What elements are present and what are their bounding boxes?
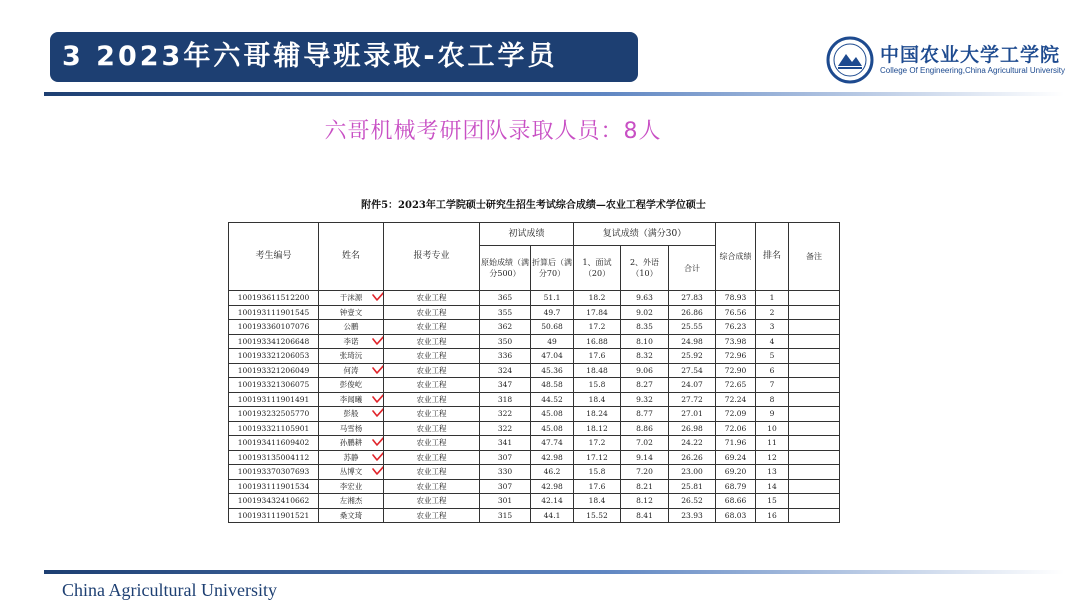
cell-sum: 24.07 xyxy=(669,378,716,393)
cell-total: 69.24 xyxy=(716,450,756,465)
cell-major: 农业工程 xyxy=(384,334,480,349)
cell-name xyxy=(319,334,384,349)
cell-rank: 15 xyxy=(756,494,789,509)
cell-major: 农业工程 xyxy=(384,436,480,451)
cell-interview: 17.84 xyxy=(574,305,621,320)
cell-note xyxy=(789,334,840,349)
cell-note xyxy=(789,407,840,422)
table-row xyxy=(229,349,840,364)
cell-note xyxy=(789,291,840,306)
student-name: 李诺 xyxy=(343,336,359,346)
cell-name xyxy=(319,450,384,465)
cell-foreign: 8.77 xyxy=(621,407,669,422)
cell-foreign: 9.63 xyxy=(621,291,669,306)
cell-foreign: 8.27 xyxy=(621,378,669,393)
header-initial: 初试成绩 xyxy=(480,223,574,246)
cell-foreign: 9.14 xyxy=(621,450,669,465)
header-raw: 原始成绩（满分500） xyxy=(480,246,531,291)
cell-total: 72.24 xyxy=(716,392,756,407)
cell-interview: 18.2 xyxy=(574,291,621,306)
table-row xyxy=(229,320,840,335)
cell-major: 农业工程 xyxy=(384,465,480,480)
cell-sum: 23.93 xyxy=(669,508,716,523)
cell-sum: 27.83 xyxy=(669,291,716,306)
cell-major: 农业工程 xyxy=(384,320,480,335)
cell-note xyxy=(789,508,840,523)
cell-total: 72.09 xyxy=(716,407,756,422)
footer-divider xyxy=(44,570,1064,574)
cell-foreign: 8.12 xyxy=(621,494,669,509)
cell-id: 100193111901491 xyxy=(229,392,319,407)
table-row xyxy=(229,508,840,523)
cell-id: 100193321206049 xyxy=(229,363,319,378)
cell-major: 农业工程 xyxy=(384,363,480,378)
table-row xyxy=(229,363,840,378)
cell-raw: 318 xyxy=(480,392,531,407)
cell-id: 100193111901521 xyxy=(229,508,319,523)
cell-sum: 24.22 xyxy=(669,436,716,451)
student-name: 苏静 xyxy=(343,452,359,462)
cell-note xyxy=(789,392,840,407)
cell-major: 农业工程 xyxy=(384,494,480,509)
cell-converted: 42.98 xyxy=(531,450,574,465)
cell-raw: 341 xyxy=(480,436,531,451)
check-mark-icon xyxy=(371,407,384,420)
cell-id: 100193135004112 xyxy=(229,450,319,465)
cell-interview: 18.48 xyxy=(574,363,621,378)
header-converted: 折算后（满分70） xyxy=(531,246,574,291)
cell-raw: 324 xyxy=(480,363,531,378)
cell-total: 68.03 xyxy=(716,508,756,523)
score-table xyxy=(228,222,840,523)
cell-total: 76.23 xyxy=(716,320,756,335)
cell-name: 彭俊屹 xyxy=(319,378,384,393)
cell-major: 农业工程 xyxy=(384,421,480,436)
cell-sum: 26.98 xyxy=(669,421,716,436)
cell-id: 100193111901545 xyxy=(229,305,319,320)
cell-note xyxy=(789,378,840,393)
cell-id: 100193321105901 xyxy=(229,421,319,436)
university-logo-icon xyxy=(826,36,874,84)
cell-name: 张琦沅 xyxy=(319,349,384,364)
cell-name xyxy=(319,407,384,422)
cell-sum: 26.52 xyxy=(669,494,716,509)
cell-converted: 45.08 xyxy=(531,407,574,422)
cell-note xyxy=(789,349,840,364)
cell-rank: 7 xyxy=(756,378,789,393)
cell-id: 100193341206648 xyxy=(229,334,319,349)
cell-converted: 42.98 xyxy=(531,479,574,494)
cell-total: 76.56 xyxy=(716,305,756,320)
header-foreign: 2、外语（10） xyxy=(621,246,669,291)
cell-foreign: 7.02 xyxy=(621,436,669,451)
cell-note xyxy=(789,494,840,509)
cell-total: 72.06 xyxy=(716,421,756,436)
table-row xyxy=(229,436,840,451)
cell-name: 左湘杰 xyxy=(319,494,384,509)
cell-note xyxy=(789,421,840,436)
table-row xyxy=(229,450,840,465)
admission-count-subtitle: 六哥机械考研团队录取人员：8人 xyxy=(324,119,662,144)
cell-name: 公鹏 xyxy=(319,320,384,335)
table-row xyxy=(229,334,840,349)
cell-id: 100193321206053 xyxy=(229,349,319,364)
cell-interview: 17.12 xyxy=(574,450,621,465)
check-mark-icon xyxy=(371,465,384,478)
slide-title: 3 2023年六哥辅导班录取-农工学员 xyxy=(50,32,638,82)
cell-interview: 18.4 xyxy=(574,392,621,407)
cell-raw: 322 xyxy=(480,407,531,422)
cell-raw: 301 xyxy=(480,494,531,509)
check-mark-icon xyxy=(371,334,384,347)
cell-total: 72.96 xyxy=(716,349,756,364)
cell-name: 李宏业 xyxy=(319,479,384,494)
footer-university: China Agricultural University xyxy=(62,580,277,600)
cell-foreign: 9.02 xyxy=(621,305,669,320)
header-total: 综合成绩 xyxy=(716,223,756,291)
cell-converted: 47.74 xyxy=(531,436,574,451)
cell-interview: 18.12 xyxy=(574,421,621,436)
check-mark-icon xyxy=(371,363,384,376)
cell-rank: 12 xyxy=(756,450,789,465)
cell-rank: 1 xyxy=(756,291,789,306)
cell-major: 农业工程 xyxy=(384,305,480,320)
cell-rank: 10 xyxy=(756,421,789,436)
cell-converted: 45.36 xyxy=(531,363,574,378)
table-row xyxy=(229,305,840,320)
cell-total: 69.20 xyxy=(716,465,756,480)
cell-major: 农业工程 xyxy=(384,508,480,523)
table-row xyxy=(229,291,840,306)
cell-name: 钟壹文 xyxy=(319,305,384,320)
table-row xyxy=(229,479,840,494)
header-id: 考生编号 xyxy=(229,223,319,291)
student-name: 孙鹏耕 xyxy=(339,438,363,448)
cell-sum: 24.98 xyxy=(669,334,716,349)
cell-sum: 25.92 xyxy=(669,349,716,364)
document-title: 附件5：2023年工学院硕士研究生招生考试综合成绩—农业工程学术学位硕士 xyxy=(361,200,706,211)
cell-note xyxy=(789,320,840,335)
student-name: 彭般 xyxy=(343,409,359,419)
cell-note xyxy=(789,450,840,465)
header-retest: 复试成绩（满分30） xyxy=(574,223,716,246)
cell-raw: 307 xyxy=(480,479,531,494)
cell-name xyxy=(319,363,384,378)
cell-interview: 18.24 xyxy=(574,407,621,422)
cell-total: 72.65 xyxy=(716,378,756,393)
cell-converted: 46.2 xyxy=(531,465,574,480)
cell-interview: 17.2 xyxy=(574,320,621,335)
cell-major: 农业工程 xyxy=(384,407,480,422)
table-row xyxy=(229,421,840,436)
cell-interview: 15.8 xyxy=(574,465,621,480)
cell-note xyxy=(789,436,840,451)
header-note: 备注 xyxy=(789,223,840,291)
student-name: 丛博文 xyxy=(339,467,363,477)
cell-note xyxy=(789,305,840,320)
header-major: 报考专业 xyxy=(384,223,480,291)
cell-total: 68.66 xyxy=(716,494,756,509)
cell-interview: 17.6 xyxy=(574,479,621,494)
check-mark-icon xyxy=(371,392,384,405)
cell-raw: 350 xyxy=(480,334,531,349)
cell-raw: 362 xyxy=(480,320,531,335)
cell-raw: 315 xyxy=(480,508,531,523)
cell-rank: 3 xyxy=(756,320,789,335)
cell-total: 71.96 xyxy=(716,436,756,451)
header-interview: 1、面试（20） xyxy=(574,246,621,291)
cell-sum: 26.86 xyxy=(669,305,716,320)
table-row xyxy=(229,407,840,422)
cell-converted: 49 xyxy=(531,334,574,349)
university-name-cn: 中国农业大学工学院 xyxy=(880,44,1061,66)
cell-interview: 15.8 xyxy=(574,378,621,393)
cell-name xyxy=(319,291,384,306)
cell-foreign: 8.41 xyxy=(621,508,669,523)
cell-major: 农业工程 xyxy=(384,291,480,306)
cell-converted: 48.58 xyxy=(531,378,574,393)
cell-name xyxy=(319,465,384,480)
cell-converted: 44.1 xyxy=(531,508,574,523)
cell-name: 桑文琦 xyxy=(319,508,384,523)
cell-note xyxy=(789,479,840,494)
cell-rank: 8 xyxy=(756,392,789,407)
university-name-en: College Of Engineering,China Agricultural University xyxy=(880,66,1065,75)
cell-sum: 27.54 xyxy=(669,363,716,378)
cell-sum: 25.81 xyxy=(669,479,716,494)
cell-raw: 330 xyxy=(480,465,531,480)
header-rank: 排名 xyxy=(756,223,789,291)
cell-foreign: 9.32 xyxy=(621,392,669,407)
cell-interview: 17.2 xyxy=(574,436,621,451)
cell-rank: 2 xyxy=(756,305,789,320)
cell-converted: 44.52 xyxy=(531,392,574,407)
cell-foreign: 9.06 xyxy=(621,363,669,378)
cell-name xyxy=(319,392,384,407)
cell-sum: 25.55 xyxy=(669,320,716,335)
table-row xyxy=(229,378,840,393)
cell-rank: 5 xyxy=(756,349,789,364)
cell-id: 100193232505770 xyxy=(229,407,319,422)
student-name: 于沫源 xyxy=(339,293,363,303)
cell-interview: 17.6 xyxy=(574,349,621,364)
cell-rank: 4 xyxy=(756,334,789,349)
cell-name: 马雪杨 xyxy=(319,421,384,436)
student-name: 李闻曦 xyxy=(339,394,363,404)
cell-foreign: 8.35 xyxy=(621,320,669,335)
score-table-body xyxy=(229,291,840,523)
cell-rank: 16 xyxy=(756,508,789,523)
cell-major: 农业工程 xyxy=(384,450,480,465)
cell-rank: 13 xyxy=(756,465,789,480)
cell-rank: 6 xyxy=(756,363,789,378)
cell-foreign: 8.10 xyxy=(621,334,669,349)
cell-rank: 9 xyxy=(756,407,789,422)
cell-raw: 307 xyxy=(480,450,531,465)
cell-raw: 355 xyxy=(480,305,531,320)
cell-total: 73.98 xyxy=(716,334,756,349)
cell-id: 100193360107076 xyxy=(229,320,319,335)
cell-total: 68.79 xyxy=(716,479,756,494)
cell-total: 78.93 xyxy=(716,291,756,306)
cell-raw: 365 xyxy=(480,291,531,306)
cell-major: 农业工程 xyxy=(384,378,480,393)
cell-converted: 42.14 xyxy=(531,494,574,509)
cell-foreign: 8.21 xyxy=(621,479,669,494)
cell-converted: 49.7 xyxy=(531,305,574,320)
cell-interview: 16.88 xyxy=(574,334,621,349)
cell-id: 100193370307693 xyxy=(229,465,319,480)
cell-name xyxy=(319,436,384,451)
cell-note xyxy=(789,363,840,378)
cell-major: 农业工程 xyxy=(384,479,480,494)
cell-raw: 336 xyxy=(480,349,531,364)
cell-sum: 27.72 xyxy=(669,392,716,407)
table-row xyxy=(229,392,840,407)
cell-converted: 45.08 xyxy=(531,421,574,436)
cell-rank: 14 xyxy=(756,479,789,494)
header-name: 姓名 xyxy=(319,223,384,291)
cell-rank: 11 xyxy=(756,436,789,451)
cell-converted: 51.1 xyxy=(531,291,574,306)
cell-sum: 23.00 xyxy=(669,465,716,480)
cell-sum: 27.01 xyxy=(669,407,716,422)
check-mark-icon xyxy=(371,291,384,304)
cell-converted: 50.68 xyxy=(531,320,574,335)
cell-note xyxy=(789,465,840,480)
cell-interview: 15.52 xyxy=(574,508,621,523)
cell-converted: 47.04 xyxy=(531,349,574,364)
cell-sum: 26.26 xyxy=(669,450,716,465)
cell-foreign: 8.86 xyxy=(621,421,669,436)
cell-id: 100193432410662 xyxy=(229,494,319,509)
table-row xyxy=(229,465,840,480)
cell-major: 农业工程 xyxy=(384,349,480,364)
cell-foreign: 8.32 xyxy=(621,349,669,364)
cell-raw: 322 xyxy=(480,421,531,436)
cell-id: 100193411609402 xyxy=(229,436,319,451)
cell-major: 农业工程 xyxy=(384,392,480,407)
cell-interview: 18.4 xyxy=(574,494,621,509)
check-mark-icon xyxy=(371,436,384,449)
cell-id: 100193321306075 xyxy=(229,378,319,393)
cell-foreign: 7.20 xyxy=(621,465,669,480)
check-mark-icon xyxy=(371,450,384,463)
table-row xyxy=(229,494,840,509)
cell-total: 72.90 xyxy=(716,363,756,378)
student-name: 何涛 xyxy=(343,365,359,375)
header-sum: 合计 xyxy=(669,246,716,291)
cell-id: 100193111901534 xyxy=(229,479,319,494)
header-divider xyxy=(44,92,1064,96)
cell-id: 100193611512200 xyxy=(229,291,319,306)
cell-raw: 347 xyxy=(480,378,531,393)
